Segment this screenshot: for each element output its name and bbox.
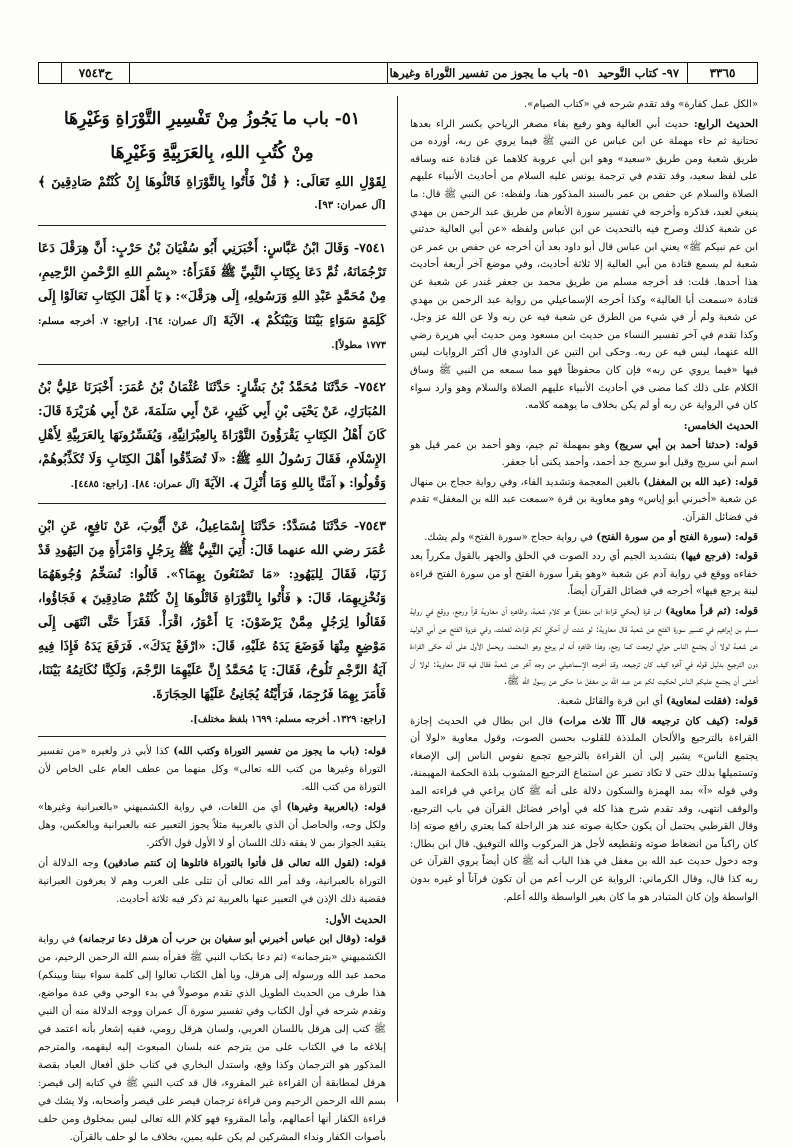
- sub-heading: الحديث الأول:: [325, 914, 386, 926]
- commentary-item: قوله: (لقول الله تعالى قل فأتوا بالتوراة فاتلوها إن كنتم صادقين) وجه الدلالة أن التوراة بالعبرانية، وقد أمر الله تعالى أن تتلى على العرب وهم لا يعرفون العبرانية فقضية ذلك الإذن في التعبير عنها بالعربية ثم ذكر فيه ثلاثة أحاديث.: [38, 858, 386, 905]
- hadith-reference: [راجع: ١٣٢٩. أخرجه مسلم: ١٦٩٩ بلفظ مختلف].: [190, 714, 386, 725]
- verse-reference: [آل عمران: ٩٣].: [314, 200, 386, 211]
- commentary-item: قوله: (حدثنا أحمد بن أبي سريج) وهو بمهملة ثم جيم، وهو أحمد بن عمر قيل هو اسم أبي سريج وقيل أبو سريج جد أحمد، وأحمد يكنى أبا جعفر.: [410, 438, 758, 469]
- divider: [38, 364, 386, 365]
- book-title: ٩٧- كتاب التَّوحيد: [597, 66, 679, 80]
- commentary-item: قوله: (سورة الفتح أو من سورة الفتح) في رواية حجاج «سورة الفتح» ولم يشك.: [424, 530, 758, 543]
- commentary-item: قوله: (وقال ابن عباس أخبرني أبو سفيان بن حرب أن هرقل دعا ترجمانه) في رواية الكشميهني «بترجمانه» (ثم دعا بكتاب النبي ﷺ فقرأه بسم الله الرحمن الرحيم، من محمد عبد الله ورسوله إلى هرقل، ويا أهل الكتاب تعالوا إلى كلمة سواء بيننا وبينكم) هذا طرف من الحديث الطويل الذي تقدم موصولاً في بدء الوحي وفي عدة مواضع، وتقدم شرحه في أول الكتاب وفي تفسير سورة آل عمران ووجه الدلالة منه أن النبي ﷺ كتب إلى هرقل باللسان العربي، ولسان هرقل رومي، ففيه إشعار بأنه اعتمد في إبلاغه ما في الكتاب على من يترجم عنه بلسان المبعوث إليه ليفهمه، والمترجم المذكور هو الترجمان وكذا وقع، واستدل البخاري في كتاب خلق أفعال العباد بقصة هرقل لمطابقة أن القراءة غير المقروء، قال قد كتب النبي ﷺ في كتابه إلى قيصر: بسم الله الرحمن الرحيم ومن قراءة ترجمان قيصر على قيصر وأصحابه، ولا يشك في قراءة الكفار أنها أعمالهم، وأما المقروء فهو كلام الله تعالى ليس بمخلوق ومن حلف بأصوات الكفار ونداء المشركين لم يكن عليه يمين، بخلاف ما لو حلف بالقرآن.: [38, 934, 386, 1143]
- page: [38, 62, 759, 1143]
- hadith-text: ٧٥٤٢- حَدَّثَنَا مُحَمَّدُ بْنُ بَشَّارٍ: حَدَّثَنَا عُثْمَانُ بْنُ عُمَرَ: أَخْبَرَنَا عَلِيُّ بْنُ المُبَارَكِ، عَنْ يَحْيَى بْنِ أَبِي كَثِيرٍ، عَنْ أَبِي سَلَمَةَ، عَنْ أَبِي هُرَيْرَةَ قَالَ: كَانَ أَهْلُ الكِتَابِ يَقْرَؤُونَ التَّوْرَاةَ بِالعِبْرَانِيَّةِ، وَيُفَسِّرُونَهَا بِالعَرَبِيَّةِ لِأَهْلِ الإِسْلَامِ، فَقَالَ رَسُولُ اللهِ ﷺ: «لَا تُصَدِّقُوا أَهْلَ الكِتَابِ وَلَا تُكَذِّبُوهُمْ، وَقُولُوا: ﴿ آمَنَّا بِاللهِ وَمَا أُنْزِلَ ﴾. الآيَةَ [آل عمران: ٨٤]. [راجع: ٤٤٨٥].: [38, 379, 386, 490]
- divider: [38, 225, 386, 226]
- hadith-reference: [آل عمران: ٦٤]. [راجع: ٧. أخرجه مسلم: ١٧٧٣ مطولاً].: [38, 316, 386, 351]
- column-divider: [397, 96, 398, 1102]
- hadith-text: ٧٥٤١- وَقَالَ ابْنُ عَبَّاسٍ: أَخْبَرَنِي أَبُو سُفْيَانَ بْنُ حَرْبٍ: أَنَّ هِرَقْلَ دَعَا تَرْجُمَانَهُ، ثُمَّ دَعَا بِكِتَابِ النَّبِيِّ ﷺ فَقَرَأَهُ: «بِسْمِ اللهِ الرَّحْمنِ الرَّحِيمِ، مِنْ مُحَمَّدٍ عَبْدِ اللهِ وَرَسُولِهِ، إِلَى هِرَقْلَ»: ﴿ يَا أَهْلَ الكِتَابِ تَعَالَوْا إِلَى كَلِمَةٍ سَوَاءٍ بَيْنَنَا وَبَيْنَكُمْ ﴾. الآيَةَ [آل عمران: ٦٤]. [راجع: ٧. أخرجه مسلم: ١٧٧٣ مطولاً].: [38, 240, 386, 351]
- paragraph: الحديث الرابع: حديث أبي العالية وهو رفيع بفاء مصغر الرياحي بكسر الراء بعدها تحتانية ثم حاء مهملة عن ابن عباس عن النبي ﷺ فيما يروي عن ربه، أورده من طريق شعبة ومن طريق «سعيد» وهو ابن أبي عروبة كلاهما عن قتادة عنه وساقه على لفظ سعيد، وقد تقدم في ترجمة يونس عليه السلام من أحاديث الأنبياء عليهم الصلاة والسلام عن حفص بن عمر بالسند المذكور هنا، ولفظه: عن النبي ﷺ قال: ما ينبغي لعبد، فذكره وأخرجه في تفسير سورة الأنعام من طريق عبد الرحمن بن مهدي عن شعبة كذلك وصرح فيه بالتحديث عن ابن عباس ولفظه «عن أبي العالية حدثني ابن عم نبيكم ﷺ» يعني ابن عباس قال أبو داود بعد أن أخرجه عن حفص بن عمر عن شعبة لم يسمع قتادة من أبي العالية إلا ثلاثة أحاديث، وفي موضع آخر أربعة أحاديث هذا أحدها. قلت: قد أخرجه مسلم من طريق محمد بن جعفر غندر عن شعبة عن قتادة «سمعت أبا العالية» وكذا أخرجه الإسماعيلي من رواية عبد الرحمن بن مهدي عن شعبة ولم أر في شيء من الطرق عن شعبة فيه عن ربه ولا عن الله عز وجل، وكذا تقدم في آخر تفسير النساء من حديث ابن مسعود ومن حديث أبي هريرة رضي الله عنهما، ليس فيه عن ربه. وحكى ابن التين عن الداودي قال أكثر الروايات ليس فيها «فيما يروي عن ربه» فإن كان محفوظاً فهو مما سمعه من النبي ﷺ وساق الكلام على ذلك كما مضى في أحاديث الأنبياء عليهم الصلاة والسلام وهو وارد سواء كان في الرواية عن ربه أو لم يكن بخلاف ما يوهمه كلامه.: [410, 117, 759, 412]
- running-header: [38, 62, 758, 84]
- hadith-reference: [آل عمران: ٨٤]. [راجع: ٤٤٨٥].: [70, 479, 200, 490]
- chapter-heading: ٥١- باب ما يَجُوزُ مِنْ تَفْسِيرِ التَّوْرَاةِ وَغَيْرِهَا مِنْ كُتُبِ اللهِ، بِالعَرَبِيَّةِ وَغَيْرِهَا: [63, 109, 361, 163]
- commentary-item: قوله: (فقلت لمعاوية) أي ابن قرة والقائل شعبة.: [556, 695, 758, 707]
- chapter-verse: لِقَوْلِ اللهِ تَعَالَى: ﴿ قُلْ فَأْتُوا بِالتَّوْرَاةِ فَاتْلُوهَا إِنْ كُنْتُمْ صَادِقِينَ ﴾ [آل عمران: ٩٣].: [38, 175, 386, 211]
- hadith-range: ح٧٥٤٣: [61, 63, 129, 83]
- commentary-item: قوله: (عبد الله بن المغفل) بالغين المعجمة وتشديد الفاء، وفي رواية حجاج بن منهال عن شعبة «أخبرني أبو إياس» وهو معاوية بن قرة «سمعت عبد الله بن المغفل» تقدم في فضائل القرآن.: [410, 475, 758, 524]
- commentary-item: قوله: (كيف كان ترجيعه قال آآآ ثلاث مرات) قال ابن بطال في الحديث إجازة القراءة بالترجيع والألحان الملذذة للقلوب بحسن الصوت، وقول معاوية «لولا أن يجتمع الناس» يشير إلى أن القراءة بالترجيع تجمع نفوس الناس إلى الإصغاء وتستميلها بذلك حتى لا تكاد تصبر عن استماع الترجيع المشوب بلذة الحكمة المهيمنة، وفي قوله «آ» بمد الهمزة والسكون دلالة على أنه ﷺ كان يراعي في قراءته المد والوقف انتهى، وقد تقدم شرح هذا كله في أواخر فضائل القرآن في باب الترجيع، وقال القرطبي يحتمل أن يكون حكاية صوته عند هز الراحلة كما يعتري رافع صوته إذا كان راكباً من انضغاط صوته وتقطيعه لأجل هز المركوب والله التوفيق. قال ابن بطال: وجه دخول حديث عبد الله بن مغفل في هذا الباب أنه ﷺ كان أيضاً يروي القرآن عن ربه كذا قال، وقال الكرماني: الرواية عن الرب أعم من أن تكون قرآناً أو غيره بدون الواسطة وإن كان المتبادر هو ما كان بغير الواسطة والله أعلم.: [410, 714, 758, 903]
- commentary-item: قوله: (ثم قرأ معاوية) ابن قرة (يحكي قراءة ابن مغفل) هو كلام شعبة، وظاهره أن معاوية قرأ ورجع، ووقع في رواية مسلم بن إبراهيم في تفسير سورة الفتح عن شعبة قال معاوية: لو شئت أن أحكي لكم قراءته لفعلت، وفي غزوة الفتح عن أبي الوليد عن شعبة لولا أن يجتمع الناس حولي لرجعت كما رجع، وهذا ظاهره أنه لم يرجع وهو المعتمد، ويحمل الأول على أنه حكى القراءة دون الترجيع بدليل قوله في آخره كيف كان ترجيعه، وقد أخرجه الإسماعيلي من وجه آخر عن شعبة فقال فيه قال معاوية: لولا أن أخشى أن يجتمع عليكم الناس لحكيت لكم عن عبد الله بن مغفل ما حكى عن رسول الله ﷺ.: [410, 605, 758, 688]
- divider: [38, 503, 386, 504]
- divider: [38, 736, 386, 737]
- commentary-item: قوله: (فرجع فيها) بتشديد الجيم أي ردد الصوت في الحلق والجهر بالقول مكرراً بعد خفاءه ووقع في رواية آدم عن شعبة «وهو يقرأ سورة الفتح أو من سورة الفتح قراءة لينة يرجع فيها» أخرجه في فضائل القرآن أيضاً.: [410, 550, 758, 598]
- label: الحديث الرابع:: [693, 117, 759, 130]
- right-column: [410, 96, 758, 1102]
- header-blank-cell: [39, 63, 61, 83]
- hadith-text: ٧٥٤٣- حَدَّثَنَا مُسَدَّدٌ: حَدَّثَنَا إِسْمَاعِيلُ، عَنْ أَيُّوبَ، عَنْ نَافِعٍ، عَنِ ابْنِ عُمَرَ رضي الله عنهما قَالَ: أُتِيَ النَّبِيُّ ﷺ بِرَجُلٍ وَامْرَأَةٍ مِنَ اليَهُودِ قَدْ زَنَيَا، فَقَالَ لِليَهُودِ: «مَا تَصْنَعُونَ بِهِمَا؟». قَالُوا: نُسَخِّمُ وُجُوهَهُمَا وَنُخْزِيهِمَا، قَالَ: ﴿ فَأْتُوا بِالتَّوْرَاةِ فَاتْلُوهَا إِنْ كُنْتُمْ صَادِقِينَ ﴾ فَجَاؤُوا، فَقَالُوا لِرَجُلٍ مِمَّنْ يَرْضَوْنَ: يَا أَعْوَرُ، اقْرَأْ. فَقَرَأَ حَتَّى انْتَهَى إِلَى مَوْضِعٍ مِنْهَا فَوَضَعَ يَدَهُ عَلَيْهِ، قَالَ: «ارْفَعْ يَدَكَ». فَرَفَعَ يَدَهُ فَإِذَا فِيهِ آيَةُ الرَّجْمِ تَلُوحُ، فَقَالَ: يَا مُحَمَّدُ إِنَّ عَلَيْهِمَا الرَّجْمَ، وَلَكِنَّا نُكَاتِمُهُ بَيْنَنَا، فَأَمَرَ بِهِمَا فَرُجِمَا، فَرَأَيْتُهُ يُجَانِئُ عَلَيْهَا الحِجَارَةَ.: [38, 518, 386, 701]
- chapter-title: ٥١- باب ما يجوز من تفسير التَّوراة وغيرها: [389, 66, 590, 80]
- sub-heading: الحديث الخامس:: [683, 419, 758, 432]
- header-spacer: [129, 63, 387, 83]
- hadith-reference-line: [38, 706, 386, 730]
- paragraph: «الكل عمل كفارة» وقد تقدم شرحه في «كتاب الصيام».: [524, 99, 758, 110]
- page-number: ٣٣٦٥: [687, 63, 757, 83]
- commentary-item: قوله: (باب ما يجوز من تفسير التوراة وكتب الله) كذا لأبي ذر ولغيره «من تفسير التوراة وغيرها من كتب الله تعالى» وكل منهما من عطف العام على الخاص لأن التوراة من كتب الله.: [38, 746, 386, 793]
- commentary-item: قوله: (بالعربية وغيرها) أي من اللغات، في رواية الكشميهني «بالعبرانية وغيرها» ولكل وجه، والحاصل أن الذي بالعربية مثلاً يجوز التعبير عنه بالعبرانية وبالعكس، وهل يتقيد الجواز بمن لا يفقه ذلك اللسان أو لا الأول قول الأكثر.: [38, 802, 387, 849]
- left-column: [38, 96, 387, 1143]
- running-title: [387, 63, 687, 83]
